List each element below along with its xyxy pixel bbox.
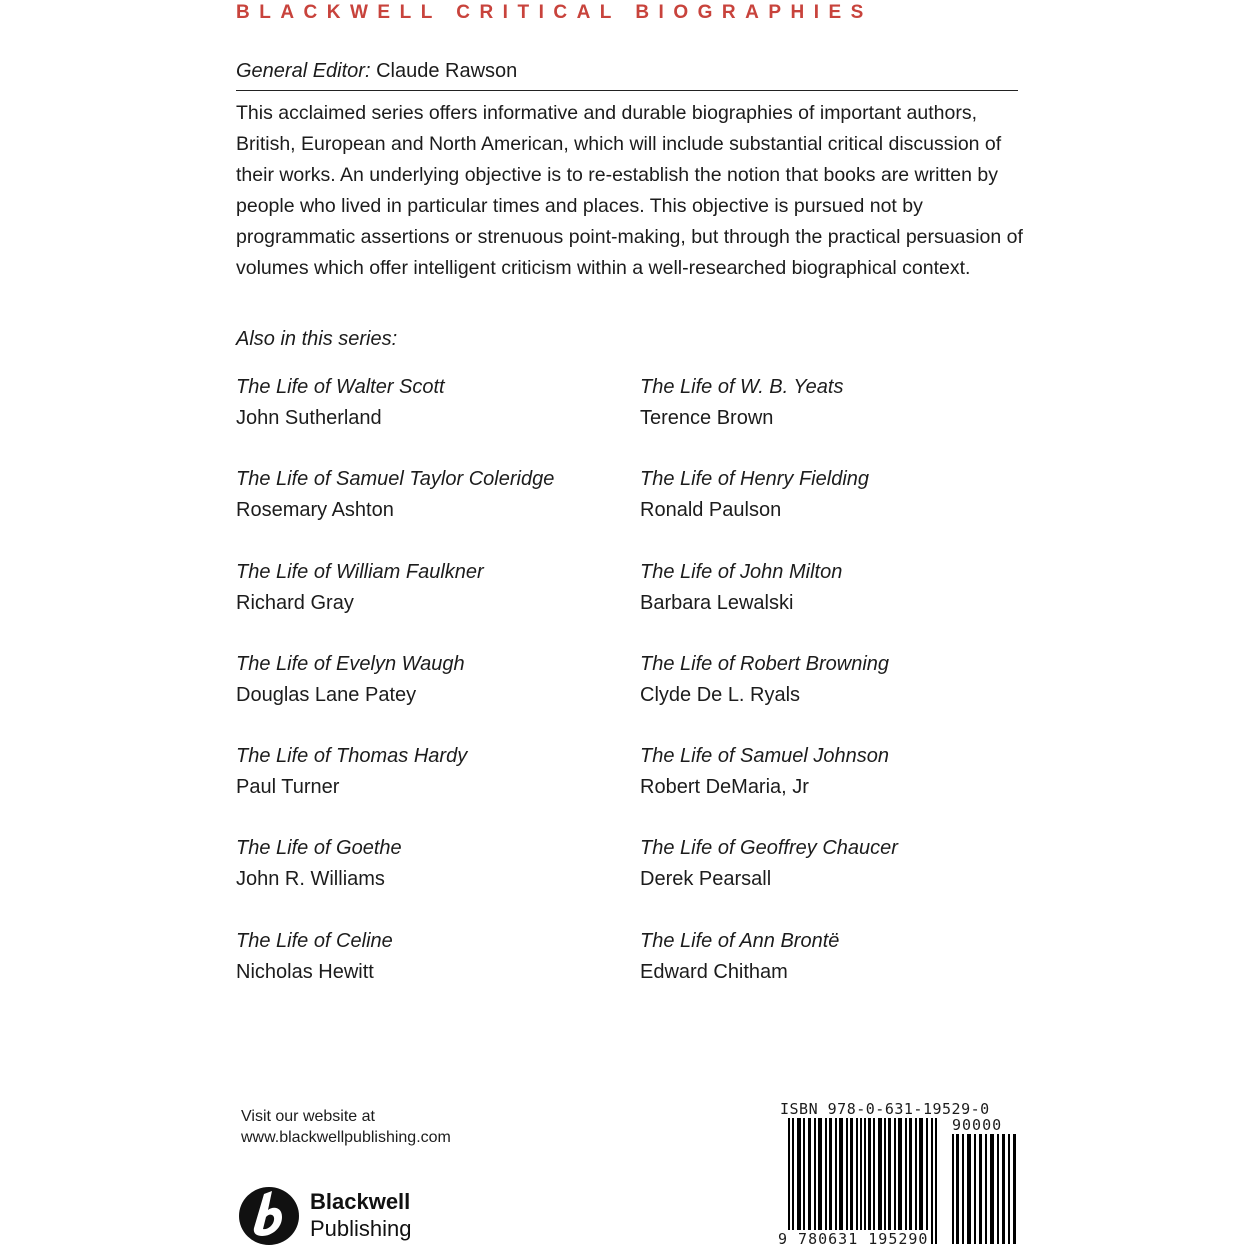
book-author: Nicholas Hewitt [236, 960, 374, 983]
book-author: Robert DeMaria, Jr [640, 776, 809, 799]
barcode-bars [788, 1118, 938, 1244]
blackwell-b-logo-icon [238, 1186, 300, 1246]
book-author: Paul Turner [236, 776, 340, 799]
price-code: 90000 [952, 1116, 1003, 1134]
book-entry [236, 557, 626, 649]
book-entry [236, 926, 626, 1018]
book-title: The Life of Robert Browning [640, 652, 890, 675]
book-author: Clyde De L. Ryals [640, 683, 801, 706]
book-title: The Life of John Milton [640, 560, 843, 583]
website-note [241, 1106, 451, 1148]
book-author: Edward Chitham [640, 960, 788, 983]
book-title: The Life of Goethe [236, 837, 402, 860]
book-list-left [236, 372, 626, 1018]
book-entry [640, 372, 1030, 464]
book-title: The Life of Walter Scott [236, 376, 445, 398]
book-list-right [640, 372, 1030, 1018]
barcode-digits: 9 780631 195290 [778, 1230, 929, 1248]
also-in-series-label: Also in this series: [236, 328, 398, 350]
book-title: The Life of Evelyn Waugh [236, 652, 465, 675]
book-author: John Sutherland [236, 407, 382, 429]
price-addon-bars [952, 1134, 1018, 1244]
book-title: The Life of Thomas Hardy [236, 745, 468, 768]
book-title: The Life of Celine [236, 929, 393, 952]
book-title: The Life of Samuel Taylor Coleridge [236, 468, 555, 491]
book-entry [236, 833, 626, 925]
book-title: The Life of W. B. Yeats [640, 376, 844, 398]
book-author: Terence Brown [640, 407, 774, 429]
book-entry [236, 464, 626, 556]
book-entry [236, 372, 626, 464]
website-url[interactable]: www.blackwellpublishing.com [241, 1129, 451, 1146]
book-title: The Life of William Faulkner [236, 560, 484, 583]
book-title: The Life of Henry Fielding [640, 468, 870, 491]
isbn-barcode [778, 1100, 1022, 1250]
book-author: Ronald Paulson [640, 499, 782, 522]
series-title: BLACKWELL CRITICAL BIOGRAPHIES [236, 2, 873, 23]
book-entry [640, 557, 1030, 649]
book-author: Barbara Lewalski [640, 591, 794, 614]
book-entry [640, 741, 1030, 833]
publisher-sub: Publishing [310, 1216, 412, 1241]
editor-label: General Editor: [236, 60, 371, 82]
book-author: Rosemary Ashton [236, 499, 394, 522]
general-editor-line [236, 58, 1018, 91]
series-description: This acclaimed series offers informative and durable biographies of important authors, British, European and North American, which will include substantial critical discussion of their works. An underlying objective is to re-establish the notion that books are written by people who lived in particular times and places. This objective is pursued not by programmatic assertions or strenuous point-making, but through the practical persuasion of volumes which offer intelligent criticism within a well-researched biographical context. [236, 102, 1023, 279]
book-title: The Life of Geoffrey Chaucer [640, 837, 898, 860]
book-entry [640, 649, 1030, 741]
book-title: The Life of Ann Brontë [640, 929, 840, 952]
book-title: The Life of Samuel Johnson [640, 745, 890, 768]
book-author: Derek Pearsall [640, 868, 772, 891]
book-entry [640, 926, 1030, 1018]
isbn-number: ISBN 978-0-631-19529-0 [780, 1100, 990, 1118]
book-author: John R. Williams [236, 868, 385, 891]
book-entry [640, 833, 1030, 925]
book-author: Douglas Lane Patey [236, 683, 417, 706]
book-entry [236, 741, 626, 833]
book-entry [236, 649, 626, 741]
publisher-name: Blackwell [310, 1189, 411, 1214]
book-author: Richard Gray [236, 591, 354, 614]
editor-name: Claude Rawson [376, 60, 518, 82]
book-entry [640, 464, 1030, 556]
publisher-logo [238, 1186, 438, 1246]
website-label: Visit our website at [241, 1108, 375, 1125]
